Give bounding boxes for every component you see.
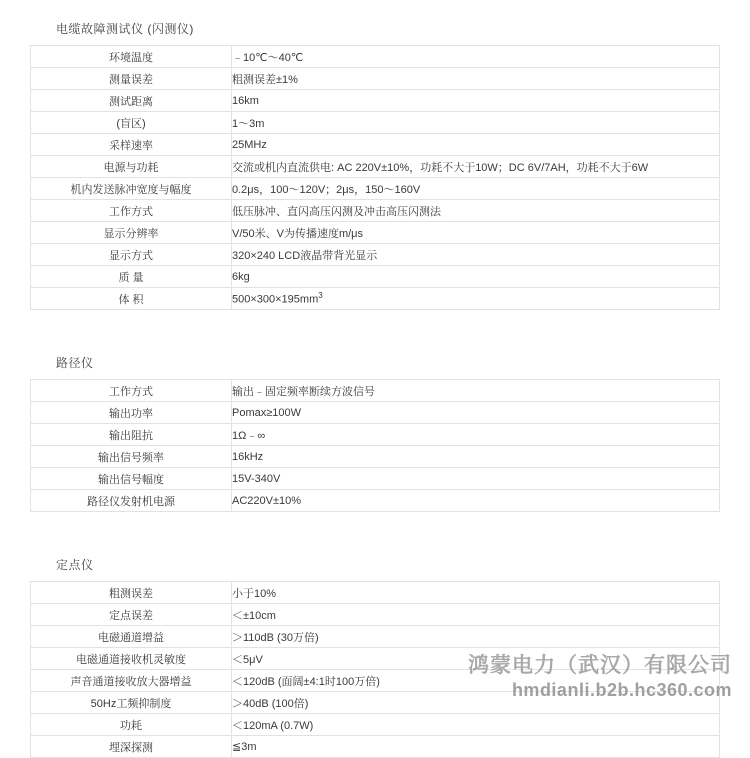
table-row — [31, 222, 720, 244]
spec-value: ＞110dB (30万倍) — [232, 626, 720, 648]
table-row — [31, 134, 720, 156]
spec-value: ＜±10cm — [232, 604, 720, 626]
spec-label: 显示分辨率 — [31, 222, 232, 244]
spec-label: 体 积 — [31, 288, 232, 310]
spec-table-body — [31, 46, 720, 310]
table-row — [31, 424, 720, 446]
spec-value: 粗测误差±1% — [232, 68, 720, 90]
spec-value: ＞40dB (100倍) — [232, 692, 720, 714]
table-row — [31, 90, 720, 112]
spec-value: 输出﹣固定频率断续方波信号 — [232, 380, 720, 402]
table-row — [31, 604, 720, 626]
section-pinpointer — [30, 550, 720, 758]
spec-value: ＜120mA (0.7W) — [232, 714, 720, 736]
watermark-company: 鸿蒙电力（武汉）有限公司 — [468, 654, 732, 677]
table-row — [31, 266, 720, 288]
table-row — [31, 714, 720, 736]
table-row — [31, 648, 720, 670]
spec-value: ＜5μV — [232, 648, 720, 670]
table-row — [31, 692, 720, 714]
watermark-url: hmdianli.b2b.hc360.com — [511, 680, 732, 700]
spec-label: 输出信号频率 — [31, 446, 232, 468]
spec-table — [30, 581, 720, 758]
spec-value: AC220V±10% — [232, 490, 720, 512]
spec-table — [30, 379, 720, 512]
spec-value: 低压脉冲、直闪高压闪测及冲击高压闪测法 — [232, 200, 720, 222]
spec-label: 显示方式 — [31, 244, 232, 266]
spec-label: 采样速率 — [31, 134, 232, 156]
table-row — [31, 446, 720, 468]
spec-value: 交流或机内直流供电: AC 220V±10%，功耗不大于10W；DC 6V/7AH，功耗不大于6W — [232, 156, 720, 178]
table-row — [31, 112, 720, 134]
spec-label: 路径仪发射机电源 — [31, 490, 232, 512]
spec-table-body — [31, 582, 720, 758]
table-row — [31, 490, 720, 512]
spec-label: 质 量 — [31, 266, 232, 288]
table-row — [31, 244, 720, 266]
spec-label: 环境温度 — [31, 46, 232, 68]
spec-label: 机内发送脉冲宽度与幅度 — [31, 178, 232, 200]
table-row — [31, 288, 720, 310]
spec-value: 6kg — [232, 266, 720, 288]
section-cable-fault-tester — [30, 14, 720, 310]
spec-value: ＜120dB (面阔±4:1时100万倍) — [232, 670, 720, 692]
table-row — [31, 46, 720, 68]
spec-label: 输出功率 — [31, 402, 232, 424]
spec-label: 定点误差 — [31, 604, 232, 626]
table-row — [31, 380, 720, 402]
section-spacer — [30, 520, 720, 550]
section-path-locator — [30, 348, 720, 512]
spec-label: 电磁通道增益 — [31, 626, 232, 648]
spec-label: 50Hz工频抑制度 — [31, 692, 232, 714]
table-row — [31, 670, 720, 692]
spec-value: 25MHz — [232, 134, 720, 156]
spec-label: 输出阻抗 — [31, 424, 232, 446]
table-row — [31, 582, 720, 604]
spec-value: $500\times 300\times 195mm^3$ — [232, 288, 720, 310]
spec-value: ﹣10℃～40℃ — [232, 46, 720, 68]
spec-value: Pomax≥100W — [232, 402, 720, 424]
section-title: 电缆故障测试仪 (闪测仪) — [56, 22, 194, 36]
spec-value: 0.2μs，100～120V；2μs，150～160V — [232, 178, 720, 200]
spec-label: 工作方式 — [31, 380, 232, 402]
spec-value: 1～3m — [232, 112, 720, 134]
table-row — [31, 626, 720, 648]
spec-label: 声音通道接收放大器增益 — [31, 670, 232, 692]
spec-value: V/50米、V为传播速度m/μs — [232, 222, 720, 244]
spec-value: 15V-340V — [232, 468, 720, 490]
spec-label: 电源与功耗 — [31, 156, 232, 178]
spec-label: 测试距离 — [31, 90, 232, 112]
spec-table — [30, 45, 720, 310]
spec-value: ≦3m — [232, 736, 720, 758]
section-title: 路径仪 — [56, 356, 94, 370]
spec-value: 小于10% — [232, 582, 720, 604]
table-row — [31, 468, 720, 490]
spec-label: 工作方式 — [31, 200, 232, 222]
spec-table-body — [31, 380, 720, 512]
spec-label: 输出信号幅度 — [31, 468, 232, 490]
table-row — [31, 402, 720, 424]
spec-label: (盲区) — [31, 112, 232, 134]
table-row — [31, 156, 720, 178]
spec-value: 1Ω﹣∞ — [232, 424, 720, 446]
table-row — [31, 178, 720, 200]
table-row — [31, 200, 720, 222]
section-spacer — [30, 318, 720, 348]
spec-label: 电磁通道接收机灵敏度 — [31, 648, 232, 670]
spec-label: 功耗 — [31, 714, 232, 736]
spec-label: 测量误差 — [31, 68, 232, 90]
spec-label: 粗测误差 — [31, 582, 232, 604]
spec-value: 320×240 LCD液晶带背光显示 — [232, 244, 720, 266]
section-title: 定点仪 — [56, 558, 94, 572]
spec-label: 埋深探测 — [31, 736, 232, 758]
spec-value: 16kHz — [232, 446, 720, 468]
table-row — [31, 68, 720, 90]
spec-value: 16km — [232, 90, 720, 112]
table-row — [31, 736, 720, 758]
